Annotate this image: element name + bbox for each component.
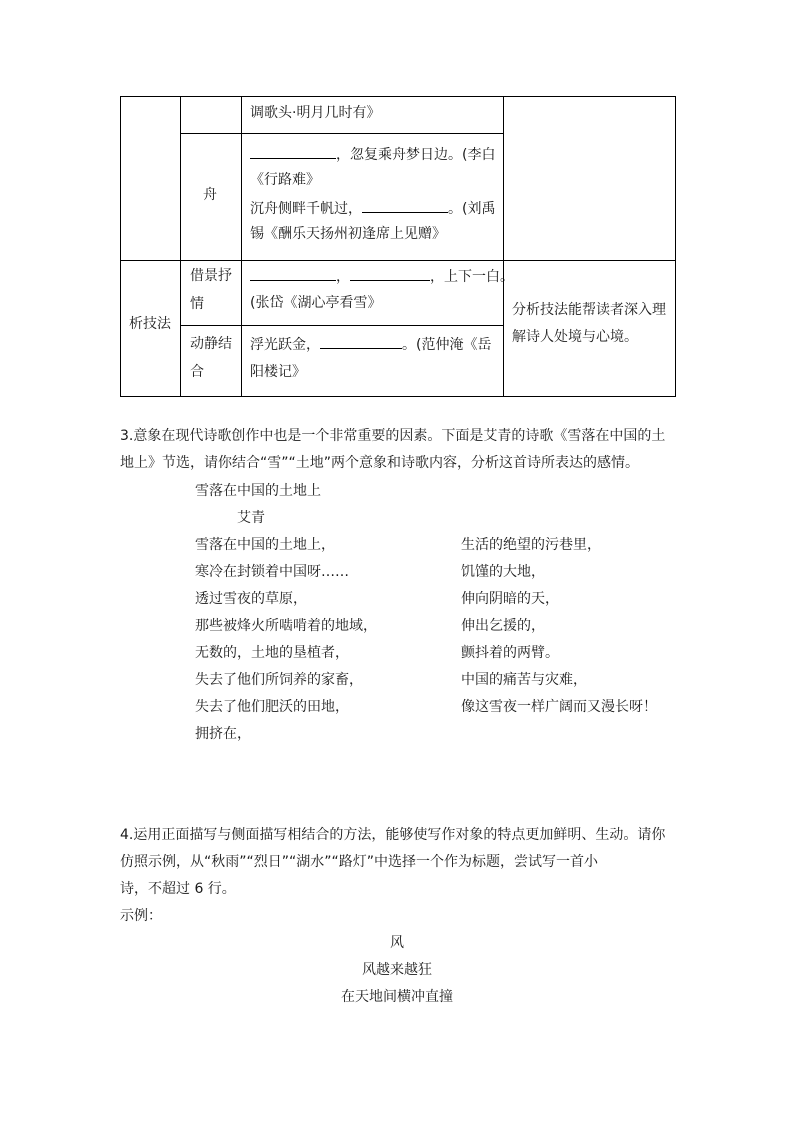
source-line: 锡《酬乐天扬州初逢席上见赠》 xyxy=(250,226,446,242)
poem-line: 拥挤在， xyxy=(195,726,251,742)
source-line: (张岱《湖心亭看雪》 xyxy=(250,295,382,311)
fill-line: ， ，上下一白。 xyxy=(250,266,514,287)
fill-line: 浮光跃金， 。(范仲淹《岳 xyxy=(250,334,491,355)
question-text: 诗，不超过 6 行。 xyxy=(120,881,236,897)
poem-author: 艾青 xyxy=(237,510,265,526)
poem-line: 伸出乞援的， xyxy=(461,618,545,634)
poem-title: 雪落在中国的土地上 xyxy=(195,483,321,499)
poem-line: 中国的痛苦与灾难， xyxy=(461,672,587,688)
category-label-zhou: 舟 xyxy=(203,187,217,203)
poem-line: 透过雪夜的草原， xyxy=(195,591,307,607)
answer-blank[interactable] xyxy=(362,198,448,213)
poem-line: 像这雪夜一样广阔而又漫长呀！ xyxy=(461,699,657,715)
technique-label: 借景抒 xyxy=(190,268,232,284)
answer-blank[interactable] xyxy=(250,144,336,159)
note-text: 分析技法能帮读者深入理 xyxy=(512,302,666,318)
answer-blank[interactable] xyxy=(350,266,430,281)
poem-line: 失去了他们肥沃的田地， xyxy=(195,699,349,715)
example-label: 示例： xyxy=(120,908,162,924)
source-line: 《行路难》 xyxy=(250,172,320,188)
example-poem-line: 在天地间横冲直撞 xyxy=(341,989,453,1005)
source-line: 阳楼记》 xyxy=(250,364,306,380)
poem-line: 那些被烽火所啮啃着的地域， xyxy=(195,618,377,634)
poem-line: 生活的绝望的污巷里， xyxy=(461,537,601,553)
poem-ref-line: 调歌头·明月几时有》 xyxy=(250,105,381,121)
technique-label: 动静结 xyxy=(190,336,232,352)
poem-line: 饥馑的大地， xyxy=(461,564,545,580)
question-text: 3.意象在现代诗歌创作中也是一个非常重要的因素。下面是艾青的诗歌《雪落在中国的土 xyxy=(120,428,666,444)
fill-line: ，忽复乘舟梦日边。(李白 xyxy=(250,144,495,165)
technique-label: 合 xyxy=(190,364,204,380)
answer-blank[interactable] xyxy=(250,266,336,281)
example-poem-line: 风越来越狂 xyxy=(362,962,432,978)
poem-line: 伸向阴暗的天， xyxy=(461,591,559,607)
question-text: 地上》节选，请你结合“雪”“土地”两个意象和诗歌内容，分析这首诗所表达的感情。 xyxy=(120,455,640,471)
question-text: 4.运用正面描写与侧面描写相结合的方法，能够使写作对象的特点更加鲜明、生动。请你 xyxy=(120,827,666,843)
example-poem-title: 风 xyxy=(390,935,404,951)
poem-line: 雪落在中国的土地上， xyxy=(195,537,335,553)
fill-line: 沉舟侧畔千帆过， 。(刘禹 xyxy=(250,198,495,219)
question-text: 仿照示例，从“秋雨”“烈日”“湖水”“路灯”中选择一个作为标题，尝试写一首小 xyxy=(120,854,599,870)
section-label: 析技法 xyxy=(129,316,171,332)
technique-label: 情 xyxy=(190,296,204,312)
note-text: 解诗人处境与心境。 xyxy=(512,329,638,345)
answer-blank[interactable] xyxy=(320,334,402,349)
poem-line: 颤抖着的两臂。 xyxy=(461,645,559,661)
poem-line: 寒冷在封锁着中国呀…… xyxy=(195,564,349,580)
poem-line: 无数的，土地的垦植者， xyxy=(195,645,349,661)
poem-line: 失去了他们所饲养的家畜， xyxy=(195,672,363,688)
